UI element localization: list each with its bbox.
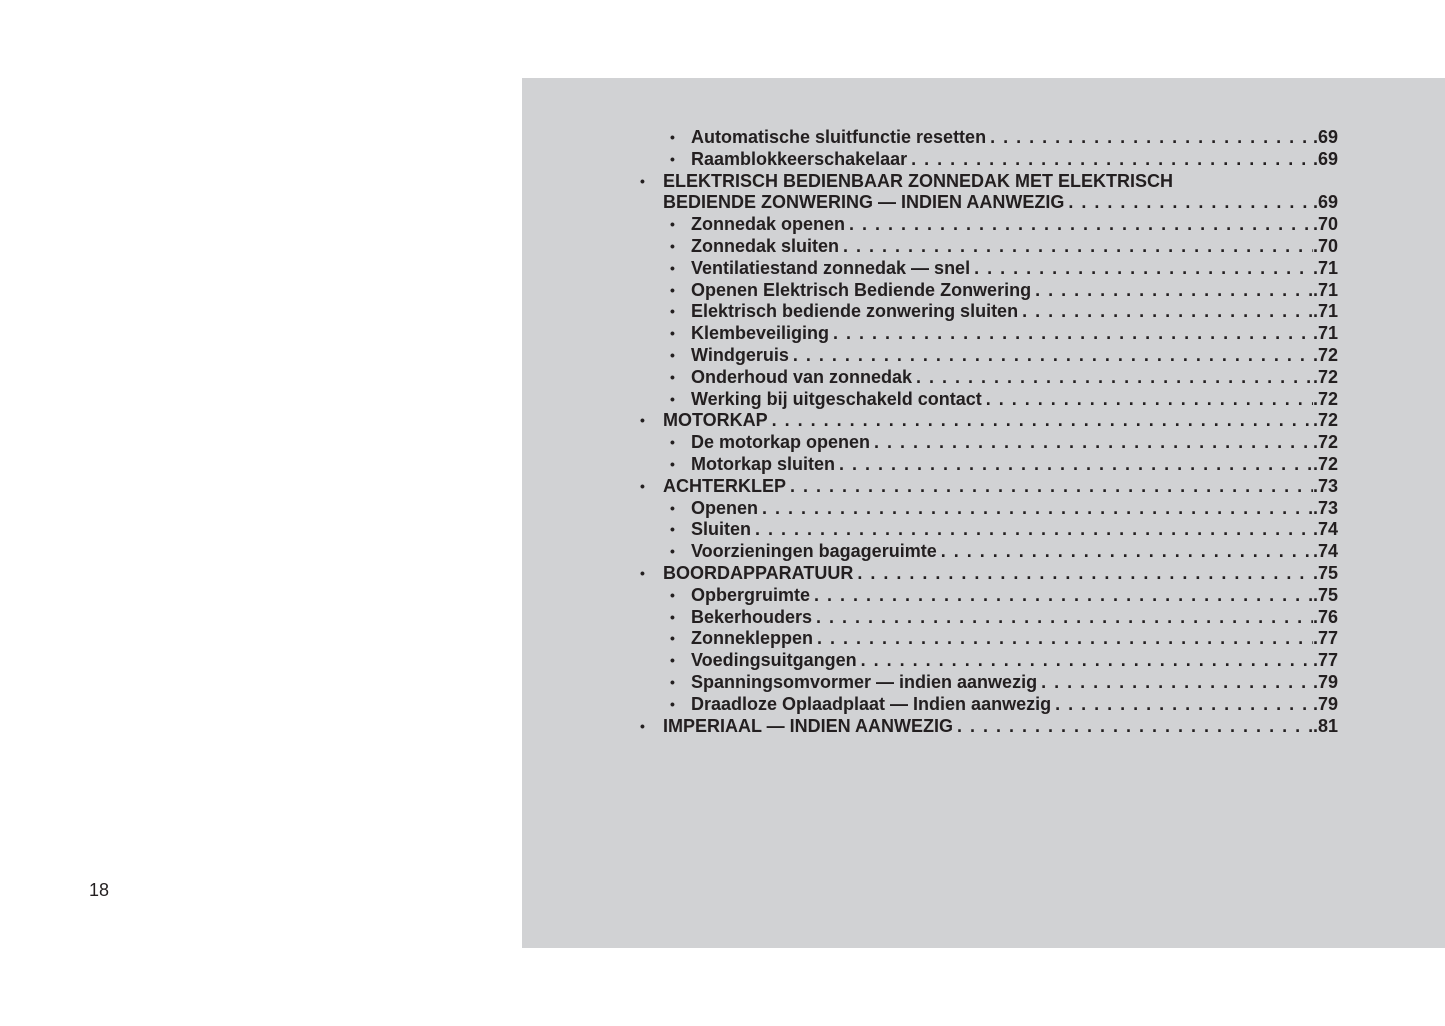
toc-subsection-entry[interactable] xyxy=(640,367,1340,389)
toc-subsection-entry[interactable] xyxy=(640,149,1340,171)
dot-leader xyxy=(986,389,1313,411)
toc-entry-title: Sluiten xyxy=(691,519,752,540)
toc-entry-title: Voedingsuitgangen xyxy=(691,650,857,671)
toc-entry-title: De motorkap openen xyxy=(691,432,871,453)
toc-subsection-entry[interactable] xyxy=(640,498,1340,520)
bullet-icon: • xyxy=(670,455,675,472)
toc-entry-page: .71 xyxy=(1312,301,1338,322)
toc-entry-title: Windgeruis xyxy=(691,344,789,365)
dot-leader xyxy=(817,628,1313,650)
toc-entry-title: MOTORKAP xyxy=(663,410,768,431)
toc-entry-title: Werking bij uitgeschakeld contact xyxy=(691,388,982,409)
toc-subsection-entry[interactable] xyxy=(640,236,1340,258)
toc-entry-title: Klembeveiliging xyxy=(691,323,830,344)
dot-leader xyxy=(990,127,1313,149)
toc-entry-page: .74 xyxy=(1312,519,1338,540)
bullet-icon: • xyxy=(670,150,675,167)
toc-entry-title: ACHTERKLEP xyxy=(663,475,787,496)
toc-entry-title: Opbergruimte xyxy=(691,584,811,605)
toc-entry-title: BEDIENDE ZONWERING — INDIEN AANWEZIG xyxy=(663,192,1065,213)
toc-entry-page: .72 xyxy=(1312,453,1338,474)
toc-entry-title: Zonnedak openen xyxy=(691,214,846,235)
toc-section-entry[interactable] xyxy=(640,192,1340,214)
bullet-icon: • xyxy=(670,586,675,603)
toc-entry-page: .77 xyxy=(1312,628,1338,649)
toc-subsection-entry[interactable] xyxy=(640,519,1340,541)
toc-entry-title: Spanningsomvormer — indien aanwezig xyxy=(691,671,1038,692)
bullet-icon: • xyxy=(670,434,675,451)
bullet-icon: • xyxy=(670,303,675,320)
toc-entry-title: IMPERIAAL — INDIEN AANWEZIG xyxy=(663,715,954,736)
bullet-icon: • xyxy=(670,325,675,342)
toc-entry-title: Elektrisch bediende zonwering sluiten xyxy=(691,301,1019,322)
dot-leader xyxy=(1035,280,1313,302)
toc-subsection-entry[interactable] xyxy=(640,694,1340,716)
bullet-icon: • xyxy=(670,129,675,145)
dot-leader xyxy=(793,345,1313,367)
dot-leader xyxy=(1068,192,1313,214)
toc-entry-page: .75 xyxy=(1312,562,1338,583)
toc-entry-page: .70 xyxy=(1312,235,1338,256)
dot-leader xyxy=(833,323,1313,345)
toc-entry-title: Bekerhouders xyxy=(691,606,813,627)
dot-leader xyxy=(1022,301,1313,323)
bullet-icon: • xyxy=(670,543,675,560)
dot-leader xyxy=(814,585,1313,607)
toc-entry-page: .75 xyxy=(1312,584,1338,605)
toc-subsection-entry[interactable] xyxy=(640,541,1340,563)
bullet-icon: • xyxy=(670,695,675,712)
toc-subsection-entry[interactable] xyxy=(640,672,1340,694)
toc-subsection-entry[interactable] xyxy=(640,432,1340,454)
toc-entry-page: .71 xyxy=(1312,257,1338,278)
bullet-icon: • xyxy=(640,717,645,734)
dot-leader xyxy=(816,607,1313,629)
toc-entry-page: .71 xyxy=(1312,323,1338,344)
toc-entry-page: .69 xyxy=(1312,148,1338,169)
page-number: 18 xyxy=(89,880,110,900)
bullet-icon: • xyxy=(670,216,675,233)
toc-subsection-entry[interactable] xyxy=(640,628,1340,650)
toc-entry-title: Voorzieningen bagageruimte xyxy=(691,541,937,562)
toc-subsection-entry[interactable] xyxy=(640,301,1340,323)
dot-leader xyxy=(1041,672,1313,694)
bullet-icon: • xyxy=(640,477,645,494)
bullet-icon: • xyxy=(670,259,675,276)
bullet-icon: • xyxy=(670,673,675,690)
toc-section-entry[interactable] xyxy=(640,410,1340,432)
toc-entry-page: .72 xyxy=(1312,410,1338,431)
toc-entry-page: .81 xyxy=(1312,715,1338,736)
bullet-icon: • xyxy=(640,412,645,429)
toc-subsection-entry[interactable] xyxy=(640,345,1340,367)
toc-entry-page: .72 xyxy=(1312,344,1338,365)
bullet-icon: • xyxy=(670,630,675,647)
toc-entry-page: .76 xyxy=(1312,606,1338,627)
bullet-icon: • xyxy=(670,521,675,538)
toc-subsection-entry[interactable] xyxy=(640,607,1340,629)
toc-entry-page: .72 xyxy=(1312,432,1338,453)
toc-entry-page: .72 xyxy=(1312,366,1338,387)
dot-leader xyxy=(849,214,1313,236)
toc-entry-title: Raamblokkeerschakelaar xyxy=(691,148,908,169)
toc-entry-page: .73 xyxy=(1312,475,1338,496)
toc-entry-title: Onderhoud van zonnedak xyxy=(691,366,913,387)
toc-entry-title: BOORDAPPARATUUR xyxy=(663,562,854,583)
toc-entry-page: .74 xyxy=(1312,541,1338,562)
toc-subsection-entry[interactable] xyxy=(640,585,1340,607)
bullet-icon: • xyxy=(670,390,675,407)
toc-entry-page: .77 xyxy=(1312,650,1338,671)
bullet-icon: • xyxy=(670,237,675,254)
toc-entry-title: Openen Elektrisch Bediende Zonwering xyxy=(691,279,1032,300)
bullet-icon: • xyxy=(670,499,675,516)
dot-leader xyxy=(861,650,1313,672)
toc-subsection-entry[interactable] xyxy=(640,650,1340,672)
dot-leader xyxy=(916,367,1313,389)
dot-leader xyxy=(1055,694,1313,716)
toc-section-entry[interactable] xyxy=(640,476,1340,498)
toc-entry-title: Openen xyxy=(691,497,759,518)
dot-leader xyxy=(941,541,1313,563)
toc-entry-title: Draadloze Oplaadplaat — Indien aanwezig xyxy=(691,693,1052,714)
dot-leader xyxy=(839,454,1313,476)
toc-subsection-entry[interactable] xyxy=(640,258,1340,280)
bullet-icon: • xyxy=(640,172,645,189)
toc-entry-page: .70 xyxy=(1312,214,1338,235)
dot-leader xyxy=(874,432,1313,454)
toc-entry-page: .72 xyxy=(1312,388,1338,409)
dot-leader xyxy=(843,236,1313,258)
toc-subsection-entry[interactable] xyxy=(640,127,1340,149)
dot-leader xyxy=(790,476,1313,498)
dot-leader xyxy=(974,258,1313,280)
toc-entry-title: Automatische sluitfunctie resetten xyxy=(691,127,987,147)
toc-section-entry[interactable] xyxy=(640,716,1340,738)
toc-entry-title: Zonnekleppen xyxy=(691,628,814,649)
toc-entry-title: ELEKTRISCH BEDIENBAAR ZONNEDAK MET ELEKTRISCH xyxy=(663,170,1174,191)
bullet-icon: • xyxy=(670,608,675,625)
toc-subsection-entry[interactable] xyxy=(640,454,1340,476)
toc-entry-page: .73 xyxy=(1312,497,1338,518)
toc-entry-page: .79 xyxy=(1312,693,1338,714)
dot-leader xyxy=(957,716,1313,738)
toc-subsection-entry[interactable] xyxy=(640,389,1340,411)
toc-entry-title: Ventilatiestand zonnedak — snel xyxy=(691,257,971,278)
toc-entry-page: .69 xyxy=(1312,127,1338,147)
toc-entry-title: Motorkap sluiten xyxy=(691,453,836,474)
bullet-icon: • xyxy=(670,652,675,669)
toc-section-entry[interactable] xyxy=(640,171,1340,193)
bullet-icon: • xyxy=(670,281,675,298)
bullet-icon: • xyxy=(640,564,645,581)
toc-entry-title: Zonnedak sluiten xyxy=(691,235,840,256)
dot-leader xyxy=(911,149,1313,171)
bullet-icon: • xyxy=(670,346,675,363)
toc-subsection-entry[interactable] xyxy=(640,214,1340,236)
bullet-icon: • xyxy=(670,368,675,385)
dot-leader xyxy=(762,498,1313,520)
toc-entry-page: .69 xyxy=(1312,192,1338,213)
dot-leader xyxy=(755,519,1313,541)
toc-subsection-entry[interactable] xyxy=(640,323,1340,345)
table-of-contents xyxy=(640,127,1340,737)
dot-leader xyxy=(857,563,1313,585)
toc-section-entry[interactable] xyxy=(640,563,1340,585)
toc-entry-page: .79 xyxy=(1312,671,1338,692)
toc-subsection-entry[interactable] xyxy=(640,280,1340,302)
toc-entry-page: .71 xyxy=(1312,279,1338,300)
dot-leader xyxy=(772,410,1313,432)
